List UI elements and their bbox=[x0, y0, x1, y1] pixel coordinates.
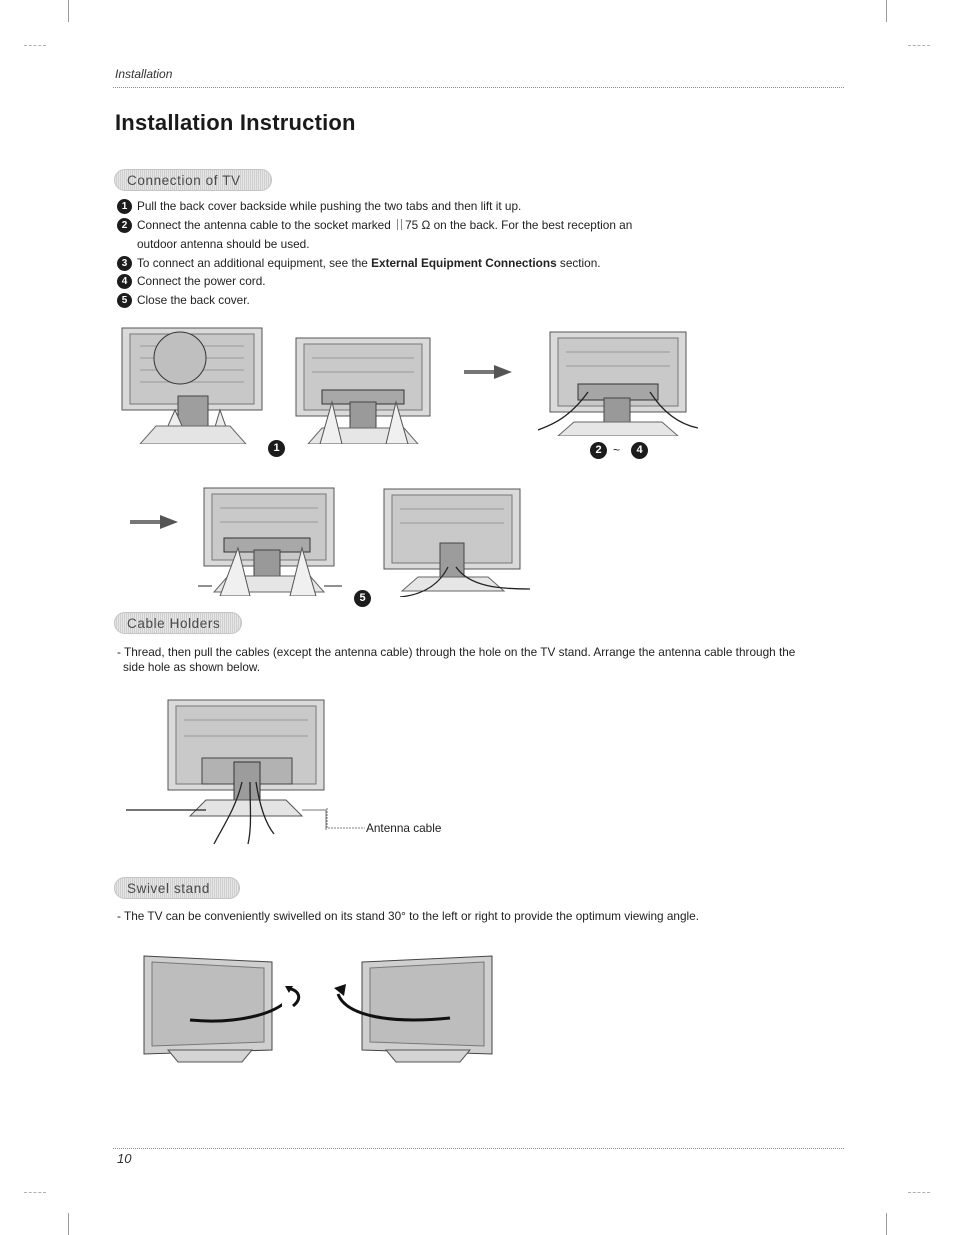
step-text: Close the back cover. bbox=[137, 293, 250, 307]
header-rule bbox=[113, 87, 844, 88]
step-number: 3 bbox=[117, 256, 132, 271]
step-text: Connect the power cord. bbox=[137, 274, 266, 288]
crop-mark bbox=[908, 1192, 930, 1194]
swivel-text: - The TV can be conveniently swivelled on its stand 30° to the left or right to provide the optimum viewing angle. bbox=[117, 909, 699, 923]
step-text: To connect an additional equipment, see the bbox=[137, 256, 372, 270]
crop-mark bbox=[24, 1192, 46, 1194]
step-number: 1 bbox=[117, 199, 132, 214]
cable-holders-text-line-1: - Thread, then pull the cables (except the antenna cable) through the hole on the TV stand. Arrange the antenna cable through the bbox=[117, 645, 796, 659]
figure-step-badge: 5 bbox=[354, 590, 371, 607]
step-number: 2 bbox=[117, 218, 132, 233]
section-label: Installation bbox=[115, 67, 173, 81]
step-text: Connect the antenna cable to the socket marked bbox=[137, 218, 395, 232]
footer-rule bbox=[113, 1148, 844, 1149]
swivel-left-illustration bbox=[142, 954, 282, 1064]
figure-step-badge: 1 bbox=[268, 440, 285, 457]
step-2-continuation: outdoor antenna should be used. bbox=[137, 237, 310, 251]
step-4 bbox=[117, 274, 266, 289]
step-text-bold: External Equipment Connections bbox=[371, 256, 557, 270]
arrow-right-icon bbox=[464, 365, 512, 379]
tv-back-illustration-2a bbox=[198, 486, 342, 596]
swivel-right-illustration bbox=[330, 954, 496, 1064]
step-number: 5 bbox=[117, 293, 132, 308]
crop-mark bbox=[908, 45, 930, 47]
crop-mark bbox=[68, 0, 69, 22]
step-text: section. bbox=[556, 256, 601, 270]
tv-back-illustration-1b bbox=[294, 336, 434, 444]
antenna-cable-label: Antenna cable bbox=[366, 821, 442, 835]
socket-icon bbox=[397, 219, 402, 230]
step-3 bbox=[117, 256, 601, 271]
figure-step-badge: 2 bbox=[590, 442, 607, 459]
step-5 bbox=[117, 293, 250, 308]
section-heading-connection: Connection of TV bbox=[114, 169, 272, 191]
tv-back-illustration-2b bbox=[380, 487, 530, 597]
antenna-callout-line bbox=[325, 808, 365, 832]
crop-mark bbox=[886, 0, 887, 22]
arrow-right-icon bbox=[130, 515, 178, 529]
figure-range-tilde: ~ bbox=[613, 443, 621, 457]
figure-step-badge: 4 bbox=[631, 442, 648, 459]
page-title: Installation Instruction bbox=[115, 110, 356, 135]
rotate-clockwise-icon bbox=[285, 986, 305, 1008]
step-1 bbox=[117, 199, 521, 214]
cable-holder-illustration bbox=[126, 698, 336, 844]
cable-holders-text-line-2: side hole as shown below. bbox=[123, 660, 261, 674]
step-2 bbox=[117, 218, 632, 233]
section-heading-cable-holders: Cable Holders bbox=[114, 612, 242, 634]
crop-mark bbox=[886, 1213, 887, 1235]
step-number: 4 bbox=[117, 274, 132, 289]
crop-mark bbox=[24, 45, 46, 47]
step-text: Pull the back cover backside while pushing the two tabs and then lift it up. bbox=[137, 199, 522, 213]
step-text: 75 Ω on the back. For the best reception an bbox=[405, 218, 633, 232]
section-heading-swivel: Swivel stand bbox=[114, 877, 240, 899]
tv-back-illustration-1a bbox=[120, 326, 266, 444]
tv-back-illustration-1c bbox=[538, 330, 698, 436]
crop-mark bbox=[68, 1213, 69, 1235]
page-number: 10 bbox=[117, 1151, 132, 1166]
